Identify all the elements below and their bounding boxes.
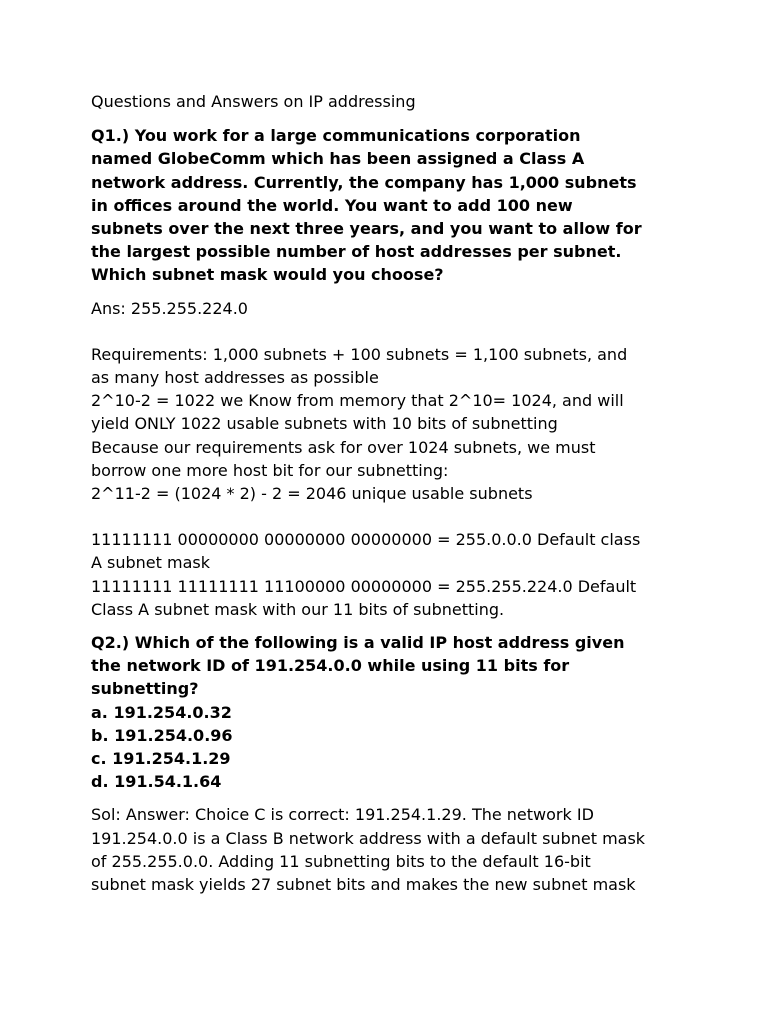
explanation-line: 2^10-2 = 1022 we Know from memory that 2^10= 1024, and will	[91, 391, 624, 411]
solution-line: 191.254.0.0 is a Class B network address with a default subnet mask	[91, 828, 646, 848]
question-2-line: subnetting?	[91, 679, 199, 699]
subnet-mask-explanation	[91, 528, 711, 621]
explanation-line: Requirements: 1,000 subnets + 100 subnets = 1,100 subnets, and	[91, 344, 628, 364]
explanation-line: 2^11-2 = (1024 * 2) - 2 = 2046 unique usable subnets	[91, 484, 533, 504]
question-1-line: Which subnet mask would you choose?	[91, 265, 444, 285]
question-1-explanation	[91, 343, 711, 505]
question-2-line: the network ID of 191.254.0.0 while using 11 bits for	[91, 656, 570, 676]
question-1	[91, 124, 711, 286]
explanation-line: Because our requirements ask for over 1024 subnets, we must	[91, 437, 596, 457]
question-2-option: b. 191.254.0.96	[91, 725, 233, 745]
question-2-line: Q2.) Which of the following is a valid IP host address given	[91, 633, 625, 653]
explanation-line: borrow one more host bit for our subnetting:	[91, 460, 449, 480]
mask-line: A subnet mask	[91, 553, 210, 573]
question-1-line: the largest possible number of host addresses per subnet.	[91, 242, 622, 262]
question-1-line: subnets over the next three years, and you want to allow for	[91, 219, 642, 239]
document-body	[91, 90, 711, 896]
explanation-line: as many host addresses as possible	[91, 368, 379, 388]
mask-line: 11111111 11111111 11100000 00000000 = 255.255.224.0 Default	[91, 576, 637, 596]
question-1-line: in offices around the world. You want to add 100 new	[91, 195, 573, 215]
question-1-line: named GlobeComm which has been assigned a Class A	[91, 149, 585, 169]
solution-line: Sol: Answer: Choice C is correct: 191.254.1.29. The network ID	[91, 805, 594, 825]
paragraph-spacer	[91, 320, 711, 343]
question-2-option: c. 191.254.1.29	[91, 749, 231, 769]
document-title: Questions and Answers on IP addressing	[91, 92, 416, 111]
question-2-solution	[91, 803, 711, 896]
question-2-option: a. 191.254.0.32	[91, 702, 232, 722]
question-2-option: d. 191.54.1.64	[91, 772, 222, 792]
paragraph-spacer	[91, 505, 711, 528]
question-1-line: network address. Currently, the company has 1,000 subnets	[91, 172, 637, 192]
question-1-answer: Ans: 255.255.224.0	[91, 298, 248, 318]
question-1-line: Q1.) You work for a large communications corporation	[91, 126, 581, 146]
solution-line: of 255.255.0.0. Adding 11 subnetting bits to the default 16-bit	[91, 851, 591, 871]
question-2	[91, 631, 711, 793]
solution-line: subnet mask yields 27 subnet bits and makes the new subnet mask	[91, 875, 636, 895]
explanation-line: yield ONLY 1022 usable subnets with 10 bits of subnetting	[91, 414, 558, 434]
mask-line: Class A subnet mask with our 11 bits of subnetting.	[91, 599, 505, 619]
mask-line: 11111111 00000000 00000000 00000000 = 255.0.0.0 Default class	[91, 530, 641, 550]
